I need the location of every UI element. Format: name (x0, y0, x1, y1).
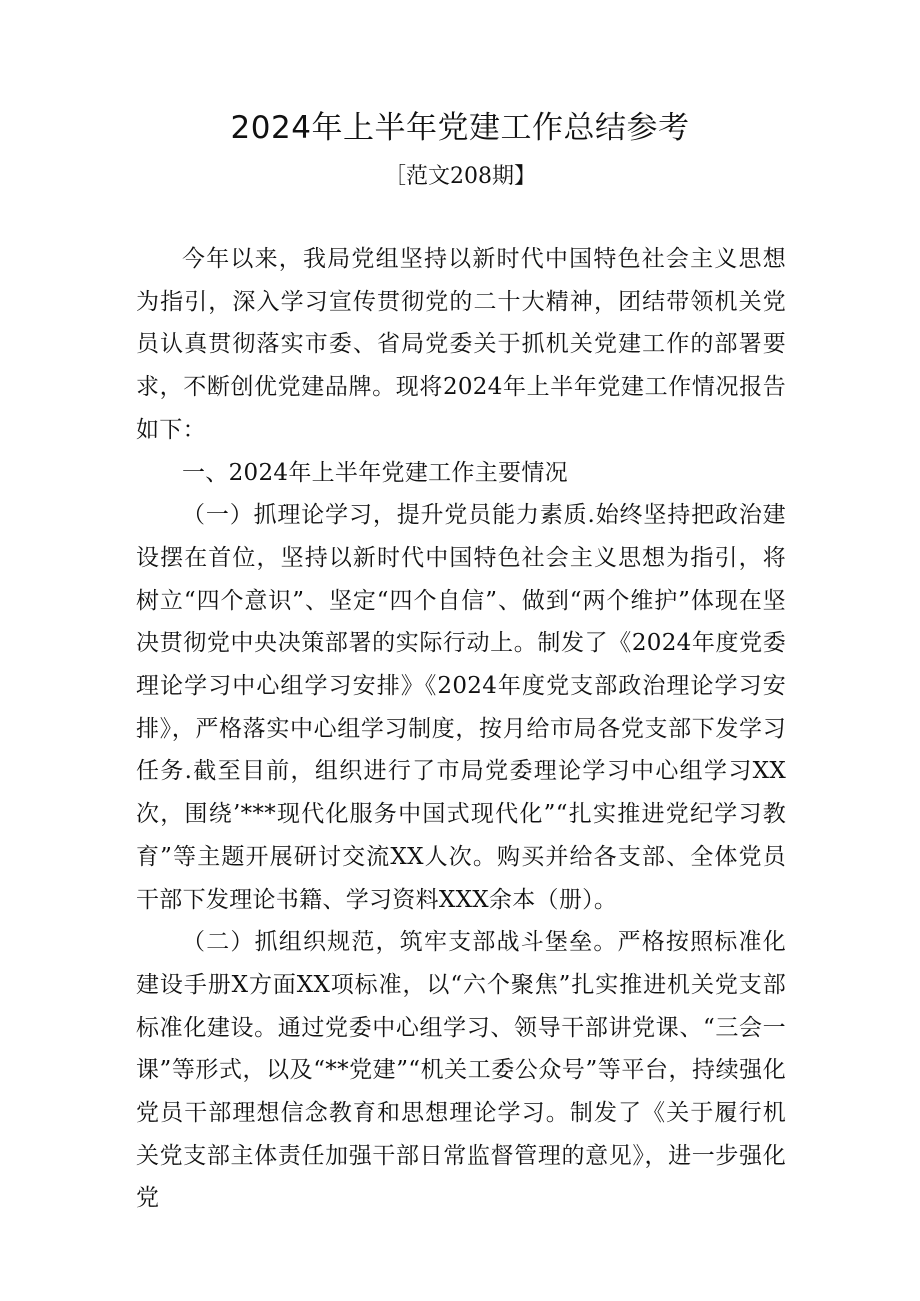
document-body (136, 238, 786, 1220)
paragraph-intro: 今年以来，我局党组坚持以新时代中国特色社会主义思想为指引，深入学习宣传贯彻党的二十大精神，团结带领机关党员认真贯彻落实市委、省局党委关于抓机关党建工作的部署要求，不断创优党建品牌。现将2024年上半年党建工作情况报告如下： (136, 246, 786, 443)
document-subtitle: ［范文208期】 (384, 164, 536, 189)
document-title: 2024年上半年党建工作总结参考 (230, 110, 690, 146)
paragraph-item-1: （一）抓理论学习，提升党员能力素质.始终坚持把政治建设摆在首位，坚持以新时代中国特色社会主义思想为指引，将树立“四个意识”、坚定“四个自信”、做到“两个维护”体现在坚决贯彻党中央决策部署的实际行动上。制发了《2024年度党委理论学习中心组学习安排》《2024年度党支部政治理论学习安排》，严格落实中心组学习制度，按月给市局各党支部下发学习任务.截至目前，组织进行了市局党委理论学习中心组学习XX次，围绕’***现代化服务中国式现代化”“扎实推进党纪学习教育”等主题开展研讨交流XX人次。购买并给各支部、全体党员干部下发理论书籍、学习资料XXX余本（册）。 (136, 502, 786, 913)
section-heading-1: 一、2024年上半年党建工作主要情况 (182, 459, 568, 486)
paragraph-item-2: （二）抓组织规范，筑牢支部战斗堡垒。严格按照标准化建设手册X方面XX项标准，以“六个聚焦”扎实推进机关党支部标准化建设。通过党委中心组学习、领导干部讲党课、“三会一课”等形式，以及“**党建”“机关工委公众号”等平台，持续强化党员干部理想信念教育和思想理论学习。制发了《关于履行机关党支部主体责任加强干部日常监督管理的意见》，进一步强化党 (136, 929, 786, 1212)
